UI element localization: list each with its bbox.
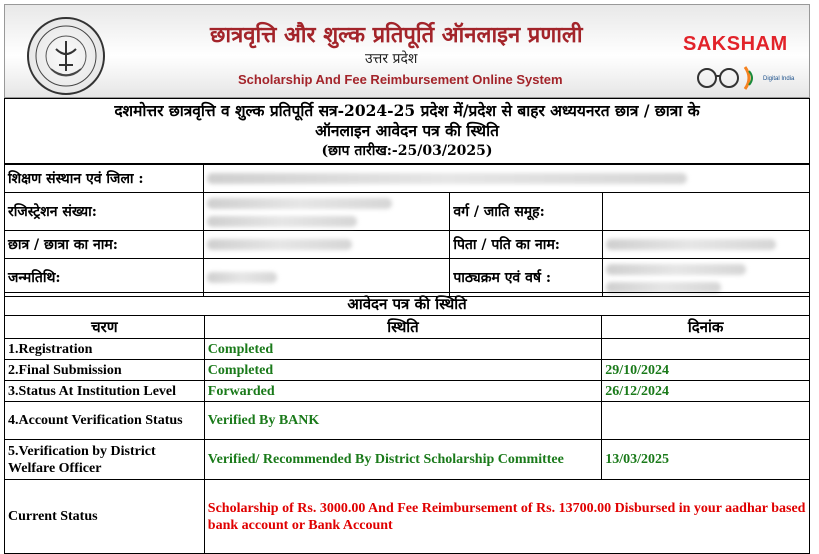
date-cell xyxy=(602,402,810,440)
status-cell: Completed xyxy=(204,360,601,381)
current-status-value: Scholarship of Rs. 3000.00 And Fee Reimbursement of Rs. 13700.00 Disbursed in your aadhar based bank account or Bank Account xyxy=(204,480,809,554)
stage-cell: 2.Final Submission xyxy=(5,360,205,381)
table-row xyxy=(5,402,810,440)
portal-title-english: Scholarship And Fee Reimbursement Online System xyxy=(238,72,563,87)
status-cell: Completed xyxy=(204,339,601,360)
column-header-stage: चरण xyxy=(5,316,205,339)
registration-value xyxy=(204,193,450,231)
table-row xyxy=(5,293,810,316)
site-header xyxy=(4,4,810,98)
current-status-label: Current Status xyxy=(5,480,205,554)
stage-cell: 5.Verification by District Welfare Officer xyxy=(5,440,205,480)
table-row xyxy=(5,480,810,554)
date-cell: 13/03/2025 xyxy=(602,440,810,480)
print-date: (छाप तारीख:-25/03/2025) xyxy=(321,143,493,159)
table-row xyxy=(5,231,810,259)
table-row xyxy=(5,440,810,480)
digital-india-label: Digital India xyxy=(763,76,795,82)
date-cell: 26/12/2024 xyxy=(602,381,810,402)
status-cell: Forwarded xyxy=(204,381,601,402)
table-row xyxy=(5,360,810,381)
course-value xyxy=(603,259,810,297)
registration-label: रजिस्ट्रेशन संख्या: xyxy=(5,193,204,231)
state-name: उत्तर प्रदेश xyxy=(365,51,418,67)
student-name-value xyxy=(204,231,450,259)
up-state-emblem-icon xyxy=(27,17,105,95)
table-row xyxy=(5,339,810,360)
date-cell xyxy=(602,339,810,360)
table-row xyxy=(5,381,810,402)
dob-value xyxy=(204,259,450,297)
course-label: पाठ्यक्रम एवं वर्ष : xyxy=(450,259,603,297)
father-name-value xyxy=(603,231,810,259)
form-title-line1: दशमोत्तर छात्रवृत्ति व शुल्क प्रतिपूर्ति सत्र-2024-25 प्रदेश में/प्रदेश से बाहर अध्ययनरत छात्र / छात्रा के xyxy=(114,101,700,120)
institution-label: शिक्षण संस्थान एवं जिला : xyxy=(5,165,204,193)
stage-cell: 1.Registration xyxy=(5,339,205,360)
portal-title-hindi: छात्रवृत्ति और शुल्क प्रतिपूर्ति ऑनलाइन प्रणाली xyxy=(210,23,583,48)
table-row xyxy=(5,193,810,231)
institution-value xyxy=(204,165,810,193)
date-cell: 29/10/2024 xyxy=(602,360,810,381)
dob-label: जन्मतिथि: xyxy=(5,259,204,297)
saksham-logo: SAKSHAM xyxy=(683,33,788,55)
table-row xyxy=(5,165,810,193)
column-header-status: स्थिति xyxy=(204,316,601,339)
status-cell: Verified By BANK xyxy=(204,402,601,440)
application-status-table xyxy=(4,292,810,554)
swachh-bharat-glasses-icon xyxy=(695,63,757,93)
father-name-label: पिता / पति का नाम: xyxy=(450,231,603,259)
student-name-label: छात्र / छात्रा का नाम: xyxy=(5,231,204,259)
status-section-title: आवेदन पत्र की स्थिति xyxy=(5,293,810,316)
status-cell: Verified/ Recommended By District Scholarship Committee xyxy=(204,440,601,480)
table-row xyxy=(5,259,810,297)
column-header-date: दिनांक xyxy=(602,316,810,339)
student-info-table xyxy=(4,164,810,297)
stage-cell: 3.Status At Institution Level xyxy=(5,381,205,402)
form-title-line2: ऑनलाइन आवेदन पत्र की स्थिति xyxy=(315,121,499,140)
stage-cell: 4.Account Verification Status xyxy=(5,402,205,440)
category-label: वर्ग / जाति समूह: xyxy=(450,193,603,231)
form-title-block xyxy=(4,98,810,164)
table-row xyxy=(5,316,810,339)
category-value xyxy=(603,193,810,231)
